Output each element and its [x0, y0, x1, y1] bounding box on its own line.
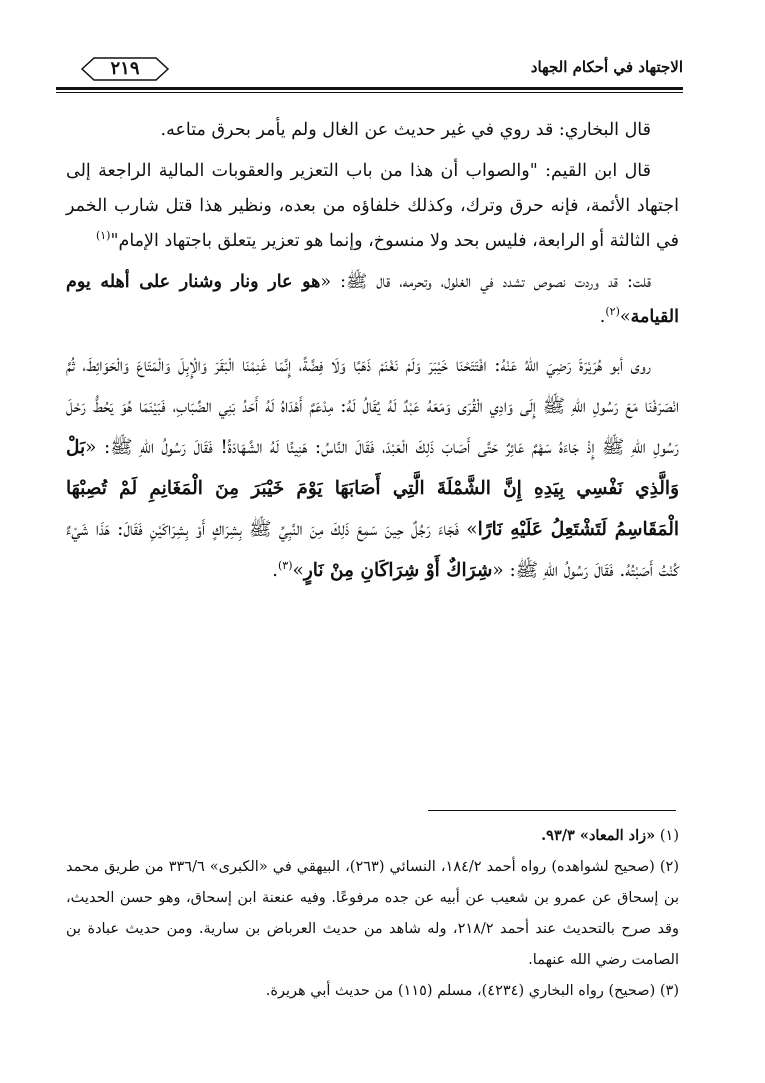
footnote-ref: (٣)	[277, 558, 293, 572]
p3-close: »	[619, 307, 631, 327]
footnote-number: (٢)	[659, 859, 679, 875]
footnote-number: (١)	[659, 828, 679, 844]
p3-end: .	[599, 307, 606, 327]
p1-text: قال البخاري: قد روي في غير حديث عن الغال ولم يأمر بحرق متاعه.	[160, 120, 651, 140]
footnote-text: (صحيح لشواهده) رواه أحمد ١٨٤/٢، النسائي (٢٦٣)، البيهقي في «الكبرى» ٣٣٦/٦ من طريق محمد بن إسحاق عن عمرو بن شعيب عن أبيه عن جده مرفوعًا. وفيه عنعنة ابن إسحاق، وهو حسن الحديث، وقد صرح بالتحديث عند أحمد ٢١٨/٢، وله شاهد من حديث العرباض بن سارية. ومن حديث عبادة بن الصامت رضي الله عنهما.	[66, 859, 679, 968]
hadith-narration-2: » فَجَاءَ رَجُلٌ حِينَ سَمِعَ ذَلِكَ مِنَ النَّبِيِّ ﷺ بِشِرَاكٍ أَوْ بِشِرَاكَيْنِ فَقَالَ: هَذَا شَيْءٌ كُنْتُ أَصَبْتُهُ. فَقَالَ رَسُولُ اللهِ ﷺ: «	[66, 519, 679, 581]
header-rule-thin	[56, 92, 683, 93]
paragraph-bukhari	[66, 113, 679, 148]
footnote-text: (صحيح) رواه البخاري (٤٢٣٤)، مسلم (١١٥) من حديث أبي هريرة.	[265, 983, 656, 999]
footnote-separator	[428, 810, 676, 811]
book-title: الاجتهاد في أحكام الجهاد	[530, 58, 683, 76]
footnote-number: (٣)	[659, 983, 679, 999]
hadith-quote-1: بَلْ وَالَّذِي نَفْسِي بِيَدِهِ إِنَّ الشَّمْلَةَ الَّتِي أَصَابَهَا يَوْمَ خَيْبَرَ مِنَ الْمَغَانِمِ لَمْ تُصِبْهَا الْمَقَاسِمُ لَتَشْتَعِلُ عَلَيْهِ نَارًا	[66, 437, 679, 540]
main-text	[66, 113, 679, 597]
paragraph-ibn-qayyim	[66, 154, 679, 259]
hadith-quote-2: شِرَاكٌ أَوْ شِرَاكَانِ مِنْ نَارٍ	[303, 560, 493, 581]
footnote-2	[66, 852, 679, 976]
page-header	[56, 50, 683, 90]
page-number: ٢١٩	[110, 58, 140, 79]
footnote-text: «زاد المعاد» ٩٣/٣.	[541, 827, 656, 844]
footnote-1	[66, 820, 679, 852]
footnote-ref: (٢)	[605, 305, 620, 319]
paragraph-ghulul	[66, 265, 679, 335]
footnote-ref: (١)	[95, 229, 111, 243]
hadith-close: »	[292, 560, 304, 581]
page-number-badge	[80, 56, 170, 82]
p2-text: قال ابن القيم: "والصواب أن هذا من باب التعزير والعقوبات المالية الراجعة إلى اجتهاد الأئمة، فإنه حرق وترك، وكذلك خلفاؤه من بعده، ونظير هذا قتل شارب الخمر في الثالثة أو الرابعة، فليس بحد ولا منسوخ، وإنما هو تعزير يتعلق باجتهاد الإمام"	[66, 161, 679, 251]
footnote-3	[66, 976, 679, 1007]
hadith-narration: روى أبو هُرَيْرَةَ رَضِيَ اللهُ عَنْهُ: افْتَتَحْنَا خَيْبَرَ وَلَمْ نَغْنَمْ ذَهَبًا وَلَا فِضَّةً، إِنَّمَا غَنِمْنَا الْبَقَرَ وَالْإِبِلَ وَالْمَتَاعَ وَالْحَوَائِطَ، ثُمَّ انْصَرَفْنَا مَعَ رَسُولِ اللهِ ﷺ إِلَى وَادِي الْقُرَى وَمَعَهُ عَبْدٌ لَهُ يُقَالُ لَهُ: مِدْعَمٌ أَهْدَاهُ لَهُ أَحَدُ بَنِي الضِّبَابِ، فَبَيْنَمَا هُوَ يَحُطُّ رَحْلَ رَسُولِ اللهِ ﷺ إِذْ جَاءَهُ سَهْمٌ عَائِرٌ حَتَّى أَصَابَ ذَلِكَ الْعَبْدَ، فَقَالَ النَّاسُ: هَنِيئًا لَهُ الشَّهَادَةُ! فَقَالَ رَسُولُ اللهِ ﷺ: «	[66, 355, 679, 458]
paragraph-hadith	[66, 345, 679, 591]
p3-hadith-quote: هو عار ونار وشنار على أهله يوم القيامة	[66, 272, 679, 327]
hadith-end: .	[272, 560, 278, 581]
p3-intro: قلت: قد وردت نصوص تشدد في الغلول، وتحرمه، قال ﷺ: «	[320, 272, 651, 292]
header-rule-thick	[56, 87, 683, 90]
footnotes	[66, 820, 679, 1007]
